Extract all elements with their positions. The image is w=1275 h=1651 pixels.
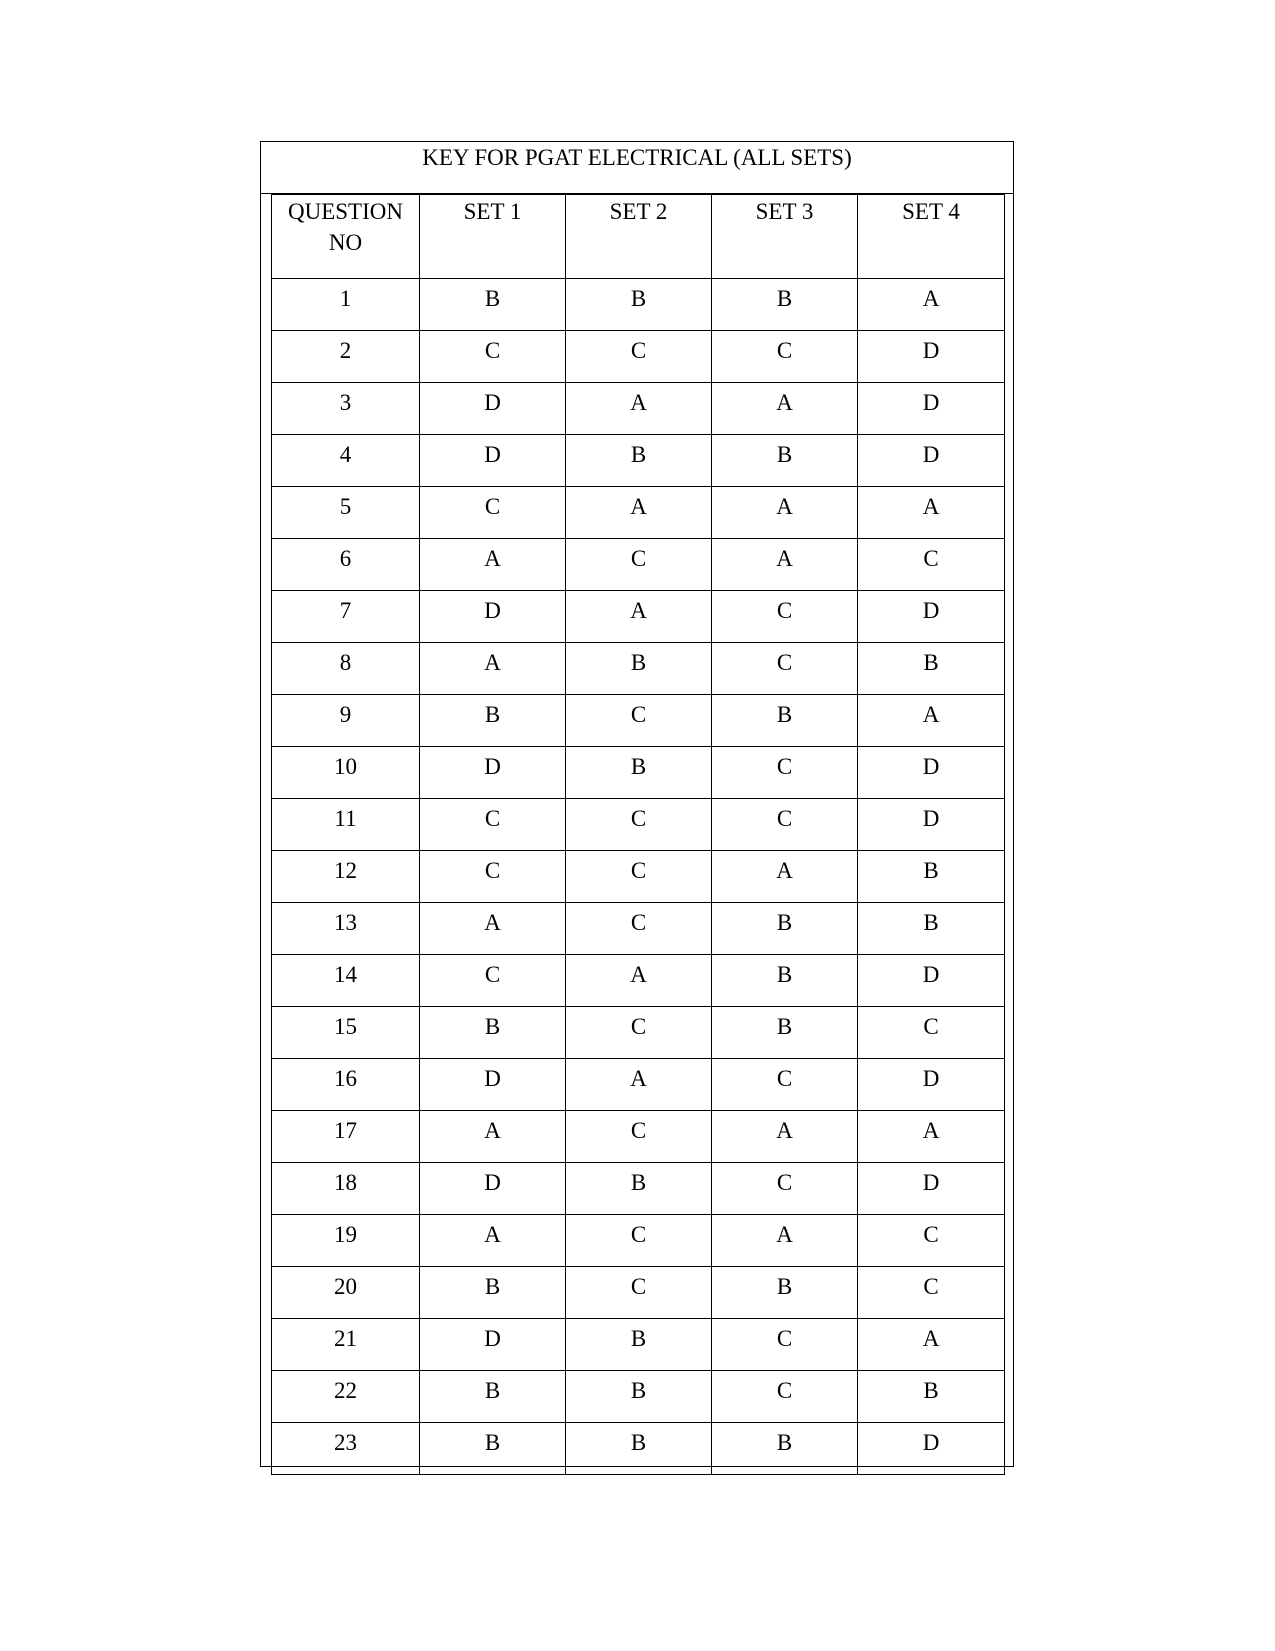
table-row (272, 695, 1005, 747)
answer-cell-set-4: D (858, 747, 1005, 799)
table-row (272, 1319, 1005, 1371)
answer-cell-set-3: B (712, 1007, 858, 1059)
answer-cell-set-4: A (858, 487, 1005, 539)
answer-cell-set-4: D (858, 1423, 1005, 1475)
answer-cell-set-3: C (712, 799, 858, 851)
answer-cell-set-4: A (858, 279, 1005, 331)
answer-cell-set-1: C (420, 331, 566, 383)
answer-cell-set-2: C (566, 1267, 712, 1319)
answer-cell-set-2: A (566, 1059, 712, 1111)
question-number-cell: 22 (272, 1371, 420, 1423)
answer-cell-set-3: A (712, 487, 858, 539)
question-number-cell: 9 (272, 695, 420, 747)
answer-cell-set-4: C (858, 1267, 1005, 1319)
answer-cell-set-4: C (858, 1007, 1005, 1059)
answer-cell-set-4: D (858, 1059, 1005, 1111)
table-row (272, 799, 1005, 851)
answer-cell-set-2: A (566, 383, 712, 435)
answer-cell-set-3: A (712, 1215, 858, 1267)
answer-cell-set-3: C (712, 747, 858, 799)
answer-cell-set-2: C (566, 799, 712, 851)
answer-cell-set-1: D (420, 383, 566, 435)
table-row (272, 1163, 1005, 1215)
answer-cell-set-3: B (712, 695, 858, 747)
table-row (272, 1423, 1005, 1475)
answer-cell-set-1: D (420, 591, 566, 643)
answer-cell-set-1: A (420, 903, 566, 955)
answer-cell-set-3: C (712, 1371, 858, 1423)
answer-cell-set-4: D (858, 799, 1005, 851)
answer-cell-set-3: B (712, 903, 858, 955)
answer-cell-set-2: C (566, 695, 712, 747)
answer-key-frame (260, 141, 1014, 1467)
table-row (272, 1371, 1005, 1423)
answer-cell-set-1: C (420, 487, 566, 539)
question-number-cell: 6 (272, 539, 420, 591)
answer-cell-set-4: D (858, 1163, 1005, 1215)
table-row (272, 1111, 1005, 1163)
answer-cell-set-4: A (858, 1319, 1005, 1371)
answer-cell-set-4: A (858, 695, 1005, 747)
question-number-cell: 13 (272, 903, 420, 955)
answer-cell-set-2: C (566, 903, 712, 955)
answer-cell-set-1: D (420, 435, 566, 487)
answer-cell-set-3: A (712, 1111, 858, 1163)
table-row (272, 591, 1005, 643)
answer-cell-set-2: C (566, 851, 712, 903)
answer-cell-set-1: B (420, 1267, 566, 1319)
column-header-set-1: SET 1 (420, 195, 566, 279)
answer-cell-set-1: D (420, 1163, 566, 1215)
answer-cell-set-3: B (712, 1423, 858, 1475)
question-number-cell: 3 (272, 383, 420, 435)
answer-cell-set-1: C (420, 955, 566, 1007)
question-number-cell: 20 (272, 1267, 420, 1319)
answer-key-title: KEY FOR PGAT ELECTRICAL (ALL SETS) (261, 142, 1013, 194)
question-number-cell: 16 (272, 1059, 420, 1111)
answer-cell-set-4: D (858, 955, 1005, 1007)
answer-cell-set-2: B (566, 1319, 712, 1371)
answer-cell-set-4: B (858, 1371, 1005, 1423)
answer-cell-set-4: C (858, 1215, 1005, 1267)
table-row (272, 747, 1005, 799)
question-number-cell: 7 (272, 591, 420, 643)
answer-cell-set-4: D (858, 591, 1005, 643)
table-row (272, 903, 1005, 955)
answer-cell-set-1: A (420, 1111, 566, 1163)
question-number-cell: 8 (272, 643, 420, 695)
answer-cell-set-2: C (566, 1111, 712, 1163)
answer-cell-set-3: A (712, 539, 858, 591)
answer-cell-set-1: B (420, 695, 566, 747)
answer-cell-set-3: A (712, 851, 858, 903)
answer-cell-set-2: C (566, 331, 712, 383)
answer-cell-set-3: C (712, 1319, 858, 1371)
question-number-cell: 14 (272, 955, 420, 1007)
table-header-row (272, 195, 1005, 279)
question-number-cell: 19 (272, 1215, 420, 1267)
question-number-cell: 15 (272, 1007, 420, 1059)
table-row (272, 1059, 1005, 1111)
answer-cell-set-4: D (858, 331, 1005, 383)
answer-cell-set-4: D (858, 383, 1005, 435)
answer-cell-set-1: C (420, 851, 566, 903)
answer-cell-set-4: B (858, 903, 1005, 955)
column-header-set-2: SET 2 (566, 195, 712, 279)
question-number-cell: 1 (272, 279, 420, 331)
answer-cell-set-2: B (566, 1163, 712, 1215)
answer-cell-set-2: A (566, 487, 712, 539)
answer-cell-set-4: C (858, 539, 1005, 591)
answer-cell-set-2: B (566, 435, 712, 487)
table-body (272, 279, 1005, 1475)
table-row (272, 1215, 1005, 1267)
answer-cell-set-4: B (858, 643, 1005, 695)
answer-cell-set-1: B (420, 1007, 566, 1059)
answer-cell-set-2: B (566, 1371, 712, 1423)
question-number-cell: 12 (272, 851, 420, 903)
table-row (272, 643, 1005, 695)
answer-cell-set-3: C (712, 1163, 858, 1215)
answer-cell-set-3: C (712, 1059, 858, 1111)
answer-cell-set-2: B (566, 747, 712, 799)
answer-cell-set-2: C (566, 539, 712, 591)
answer-cell-set-4: B (858, 851, 1005, 903)
answer-cell-set-2: A (566, 591, 712, 643)
answer-cell-set-1: B (420, 279, 566, 331)
answer-key-table (271, 194, 1005, 1475)
answer-cell-set-1: B (420, 1423, 566, 1475)
answer-cell-set-3: C (712, 331, 858, 383)
answer-cell-set-3: C (712, 591, 858, 643)
question-number-cell: 23 (272, 1423, 420, 1475)
answer-cell-set-3: B (712, 435, 858, 487)
question-number-cell: 18 (272, 1163, 420, 1215)
answer-cell-set-1: C (420, 799, 566, 851)
table-row (272, 851, 1005, 903)
table-row (272, 331, 1005, 383)
question-number-cell: 17 (272, 1111, 420, 1163)
column-header-set-3: SET 3 (712, 195, 858, 279)
answer-cell-set-1: B (420, 1371, 566, 1423)
column-header-question-no: QUESTION NO (272, 195, 420, 279)
question-number-cell: 5 (272, 487, 420, 539)
answer-cell-set-3: B (712, 279, 858, 331)
question-number-cell: 11 (272, 799, 420, 851)
answer-cell-set-2: B (566, 279, 712, 331)
question-number-cell: 10 (272, 747, 420, 799)
answer-cell-set-1: D (420, 1319, 566, 1371)
answer-cell-set-1: A (420, 1215, 566, 1267)
answer-cell-set-3: B (712, 955, 858, 1007)
table-row (272, 955, 1005, 1007)
answer-cell-set-1: A (420, 643, 566, 695)
answer-cell-set-1: D (420, 747, 566, 799)
answer-cell-set-1: D (420, 1059, 566, 1111)
column-header-set-4: SET 4 (858, 195, 1005, 279)
answer-cell-set-1: A (420, 539, 566, 591)
answer-cell-set-4: D (858, 435, 1005, 487)
table-row (272, 383, 1005, 435)
table-row (272, 279, 1005, 331)
table-row (272, 487, 1005, 539)
answer-cell-set-2: B (566, 643, 712, 695)
question-number-cell: 2 (272, 331, 420, 383)
answer-cell-set-2: B (566, 1423, 712, 1475)
answer-cell-set-3: B (712, 1267, 858, 1319)
answer-cell-set-2: C (566, 1215, 712, 1267)
question-number-cell: 21 (272, 1319, 420, 1371)
table-row (272, 435, 1005, 487)
answer-cell-set-3: A (712, 383, 858, 435)
table-row (272, 539, 1005, 591)
table-row (272, 1007, 1005, 1059)
question-number-cell: 4 (272, 435, 420, 487)
table-row (272, 1267, 1005, 1319)
answer-cell-set-3: C (712, 643, 858, 695)
answer-cell-set-4: A (858, 1111, 1005, 1163)
answer-cell-set-2: A (566, 955, 712, 1007)
answer-cell-set-2: C (566, 1007, 712, 1059)
